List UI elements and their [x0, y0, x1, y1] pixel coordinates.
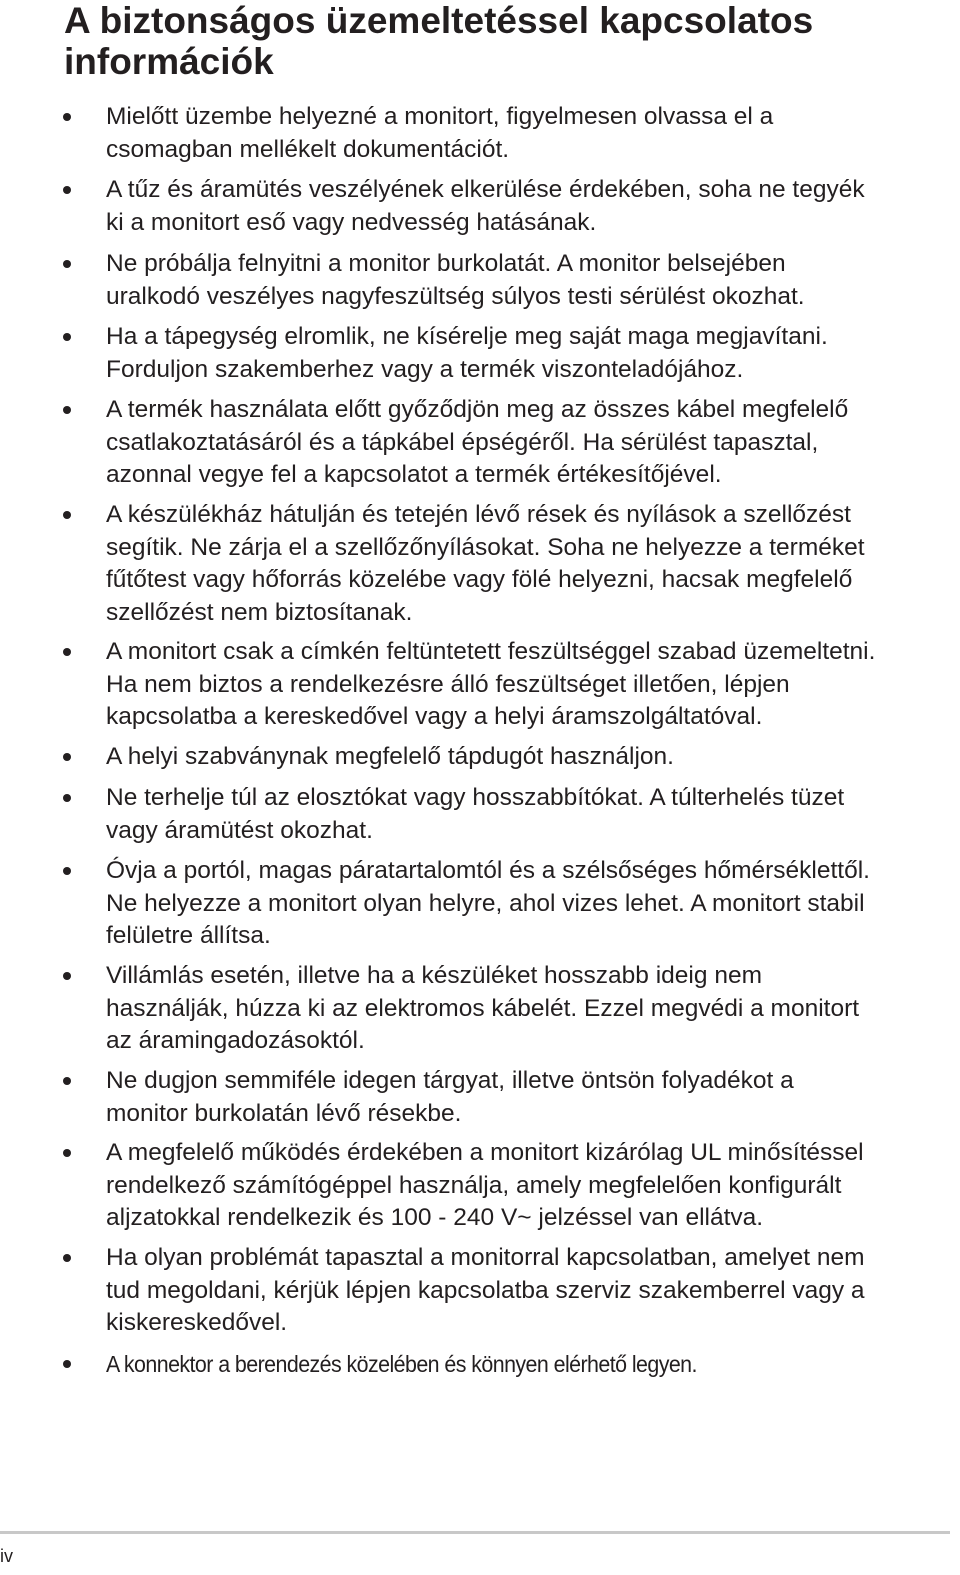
bullet-icon [63, 1077, 71, 1085]
bullet-icon [63, 1254, 71, 1262]
bullet-text: Ha olyan problémát tapasztal a monitorral kapcsolatban, amelyet nem tud megoldani, kérjük lépjen kapcsolatba szerviz szakemberrel vagy a kiskereskedővel. [106, 1244, 865, 1336]
page-number: iv [0, 1546, 13, 1566]
bullet-text: A készülékház hátulján és tetején lévő rések és nyílások a szellőzést segítik. Ne zárja el a szellőzőnyílásokat. Soha ne helyezze a terméket fűtőtest vagy hőforrás közelébe vagy fölé helyezni, hacsak megfelelő szellőzést nem biztosítanak. [106, 501, 865, 626]
bullet-icon [63, 186, 71, 194]
bullet-text: Ne próbálja felnyitni a monitor burkolatát. A monitor belsejében uralkodó veszélyes nagyfeszültség súlyos testi sérülést okozhat. [106, 250, 805, 310]
bullet-text: A monitort csak a címkén feltüntetett feszültséggel szabad üzemeltetni. Ha nem biztos a rendelkezésre álló feszültséget illetően, lépjen kapcsolatba a kereskedővel vagy a helyi áramszolgáltatóval. [106, 638, 876, 730]
bullet-text: Ne dugjon semmiféle idegen tárgyat, illetve öntsön folyadékot a monitor burkolatán lévő résekbe. [106, 1067, 794, 1127]
bullet-icon [63, 867, 71, 875]
bullet-icon [63, 333, 71, 341]
bullet-text: Óvja a portól, magas páratartalomtól és a szélsőséges hőmérséklettől. Ne helyezze a monitort olyan helyre, ahol vizes lehet. A monitort stabil felületre állítsa. [106, 857, 870, 949]
page-title: A biztonságos üzemeltetéssel kapcsolatos információk [64, 0, 814, 82]
bullet-text: A helyi szabványnak megfelelő tápdugót használjon. [106, 743, 674, 770]
bullet-text: A megfelelő működés érdekében a monitort kizárólag UL minősítéssel rendelkező számítógéppel használja, amely megfelelően konfigurált aljzatokkal rendelkezik és 100 - 240 V~ jelzéssel van ellátva. [106, 1139, 864, 1231]
bullet-text: Ha a tápegység elromlik, ne kísérelje meg saját maga megjavítani. Forduljon szakemberhez vagy a termék viszonteladójához. [106, 323, 828, 383]
bullet-text: A tűz és áramütés veszélyének elkerülése érdekében, soha ne tegyék ki a monitort eső vagy nedvesség hatásának. [106, 176, 865, 236]
bullet-icon [63, 794, 71, 802]
bullet-icon [63, 406, 71, 414]
bullet-icon [63, 753, 71, 761]
bullet-icon [63, 113, 71, 121]
bullet-text: A termék használata előtt győződjön meg az összes kábel megfelelő csatlakoztatásáról és a tápkábel épségéről. Ha sérülést tapasztal, azonnal vegye fel a kapcsolatot a termék értékesítőjével. [106, 396, 849, 488]
bullet-text: Mielőtt üzembe helyezné a monitort, figyelmesen olvassa el a csomagban mellékelt dokumentációt. [106, 103, 774, 163]
bullet-icon [63, 260, 71, 268]
bullet-icon [63, 1360, 71, 1368]
bullet-icon [63, 972, 71, 980]
bullet-icon [63, 1149, 71, 1157]
bullet-text: Ne terhelje túl az elosztókat vagy hosszabbítókat. A túlterhelés tüzet vagy áramütést okozhat. [106, 784, 845, 844]
bullet-text: Villámlás esetén, illetve ha a készüléket hosszabb ideig nem használják, húzza ki az elektromos kábelét. Ezzel megvédi a monitort az áramingadozásoktól. [106, 962, 860, 1054]
footer-divider [0, 1531, 950, 1534]
bullet-text: A konnektor a berendezés közelében és könnyen elérhető legyen. [106, 1351, 697, 1377]
bullet-icon [63, 648, 71, 656]
bullet-icon [63, 511, 71, 519]
